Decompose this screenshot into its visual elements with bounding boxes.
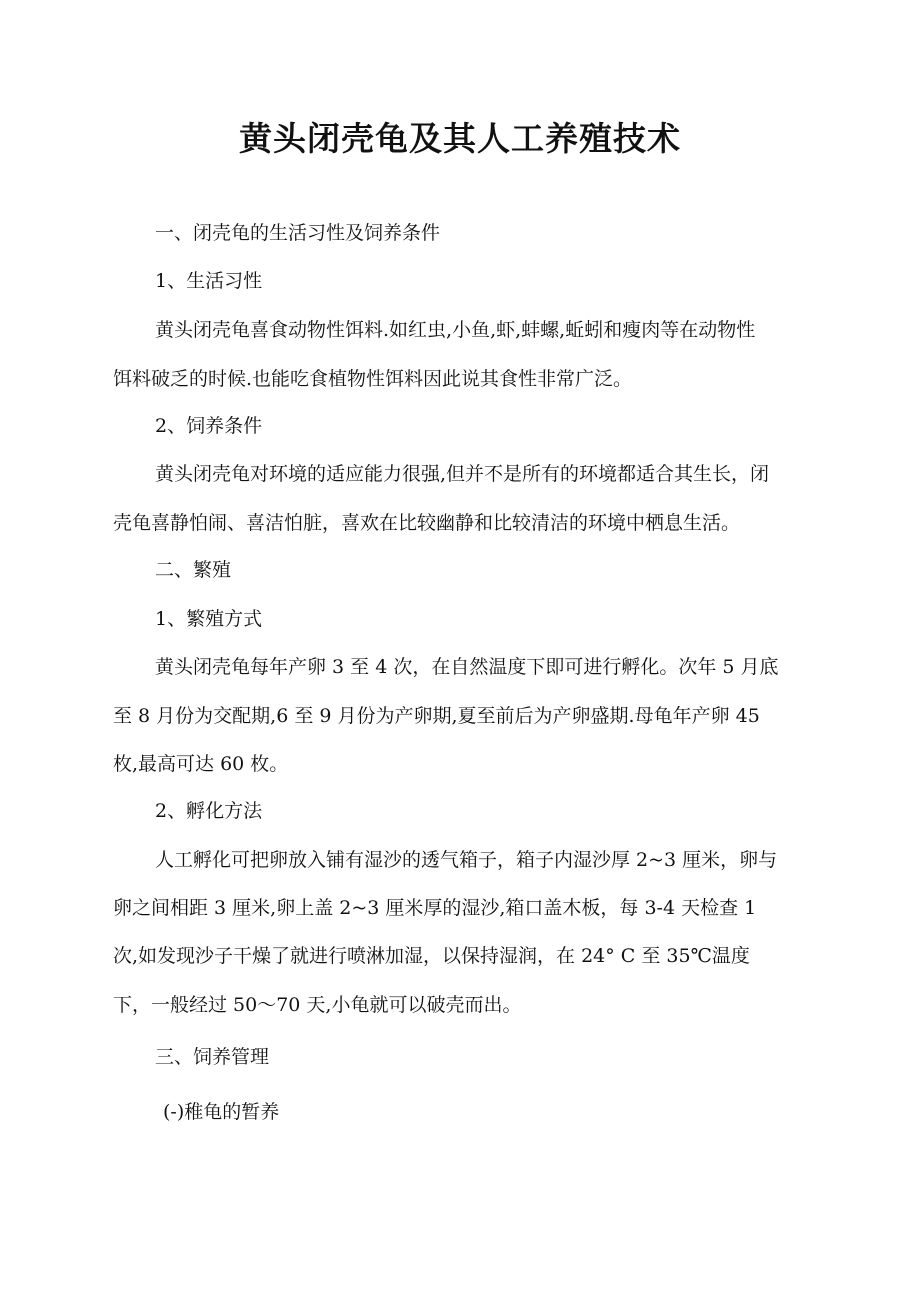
section-2-2-paragraph-line-3: 次,如发现沙子干燥了就进行喷淋加湿，以保持湿润，在 24° C 至 35℃温度	[113, 945, 750, 967]
section-1-1-heading: 1、生活习性	[155, 270, 263, 292]
section-2-1-paragraph-line-3: 枚,最高可达 60 枚。	[113, 753, 289, 775]
section-1-heading: 一、闭壳龟的生活习性及饲养条件	[155, 222, 441, 244]
section-2-2-heading: 2、孵化方法	[155, 800, 263, 822]
section-1-2-heading: 2、饲养条件	[155, 415, 263, 437]
section-2-heading: 二、繁殖	[155, 559, 232, 581]
section-3-heading: 三、饲养管理	[155, 1046, 270, 1068]
section-2-1-paragraph-line-2: 至 8 月份为交配期,6 至 9 月份为产卵期,夏至前后为产卵盛期.母龟年产卵 45	[113, 705, 760, 727]
document-title: 黄头闭壳龟及其人工养殖技术	[239, 119, 681, 158]
section-1-1-paragraph-line-2: 饵料破乏的时候.也能吃食植物性饵料因此说其食性非常广泛。	[113, 368, 633, 390]
section-3-1-heading: (-)稚龟的暂养	[163, 1101, 280, 1123]
section-2-2-paragraph-line-2: 卵之间相距 3 厘米,卵上盖 2~3 厘米厚的湿沙,箱口盖木板，每 3-4 天检查 1	[113, 897, 757, 919]
section-2-1-paragraph-line-1: 黄头闭壳龟每年产卵 3 至 4 次，在自然温度下即可进行孵化。次年 5 月底	[155, 656, 779, 678]
section-1-2-paragraph-line-1: 黄头闭壳龟对环境的适应能力很强,但并不是所有的环境都适合其生长，闭	[155, 463, 770, 485]
section-2-1-heading: 1、繁殖方式	[155, 608, 263, 630]
section-1-1-paragraph-line-1: 黄头闭壳龟喜食动物性饵料.如红虫,小鱼,虾,蚌螺,蚯蚓和瘦肉等在动物性	[155, 319, 756, 341]
section-2-2-paragraph-line-4: 下，一般经过 50～70 天,小龟就可以破壳而出。	[113, 994, 522, 1016]
section-2-2-paragraph-line-1: 人工孵化可把卵放入铺有湿沙的透气箱子，箱子内湿沙厚 2~3 厘米，卵与	[155, 849, 778, 871]
section-1-2-paragraph-line-2: 壳龟喜静怕闹、喜洁怕脏，喜欢在比较幽静和比较清洁的环境中栖息生活。	[113, 512, 741, 534]
